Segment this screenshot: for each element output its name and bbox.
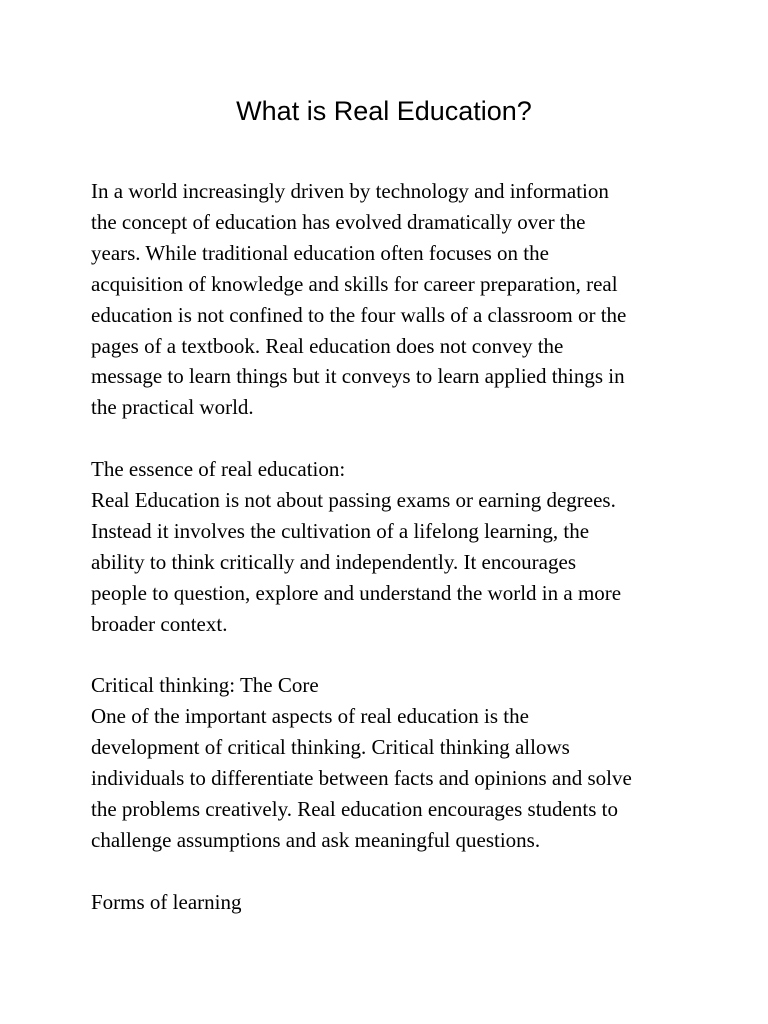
document-body: [91, 176, 691, 949]
paragraph-intro: In a world increasingly driven by technology and information the concept of education has evolved dramatically over the years. While traditional education often focuses on the acquisition of knowledge and skills for career preparation, real education is not confined to the four walls of a classroom or the pages of a textbook. Real education does not convey the message to learn things but it conveys to learn applied things in the practical world.: [91, 179, 627, 420]
paragraph-forms-of-learning: Forms of learning: [91, 889, 242, 914]
paragraph-essence: The essence of real education: Real Education is not about passing exams or earning degrees. Instead it involves the cultivation of a lifelong learning, the ability to think critically and independently. It encourages people to question, explore and understand the world in a more broader context.: [91, 457, 622, 636]
page-title: What is Real Education?: [236, 96, 532, 126]
paragraph-critical-thinking: Critical thinking: The Core One of the important aspects of real education is the development of critical thinking. Critical thinking allows individuals to differentiate between facts and opinions and solve the problems creatively. Real education encourages students to challenge assumptions and ask meaningful questions.: [91, 673, 632, 852]
